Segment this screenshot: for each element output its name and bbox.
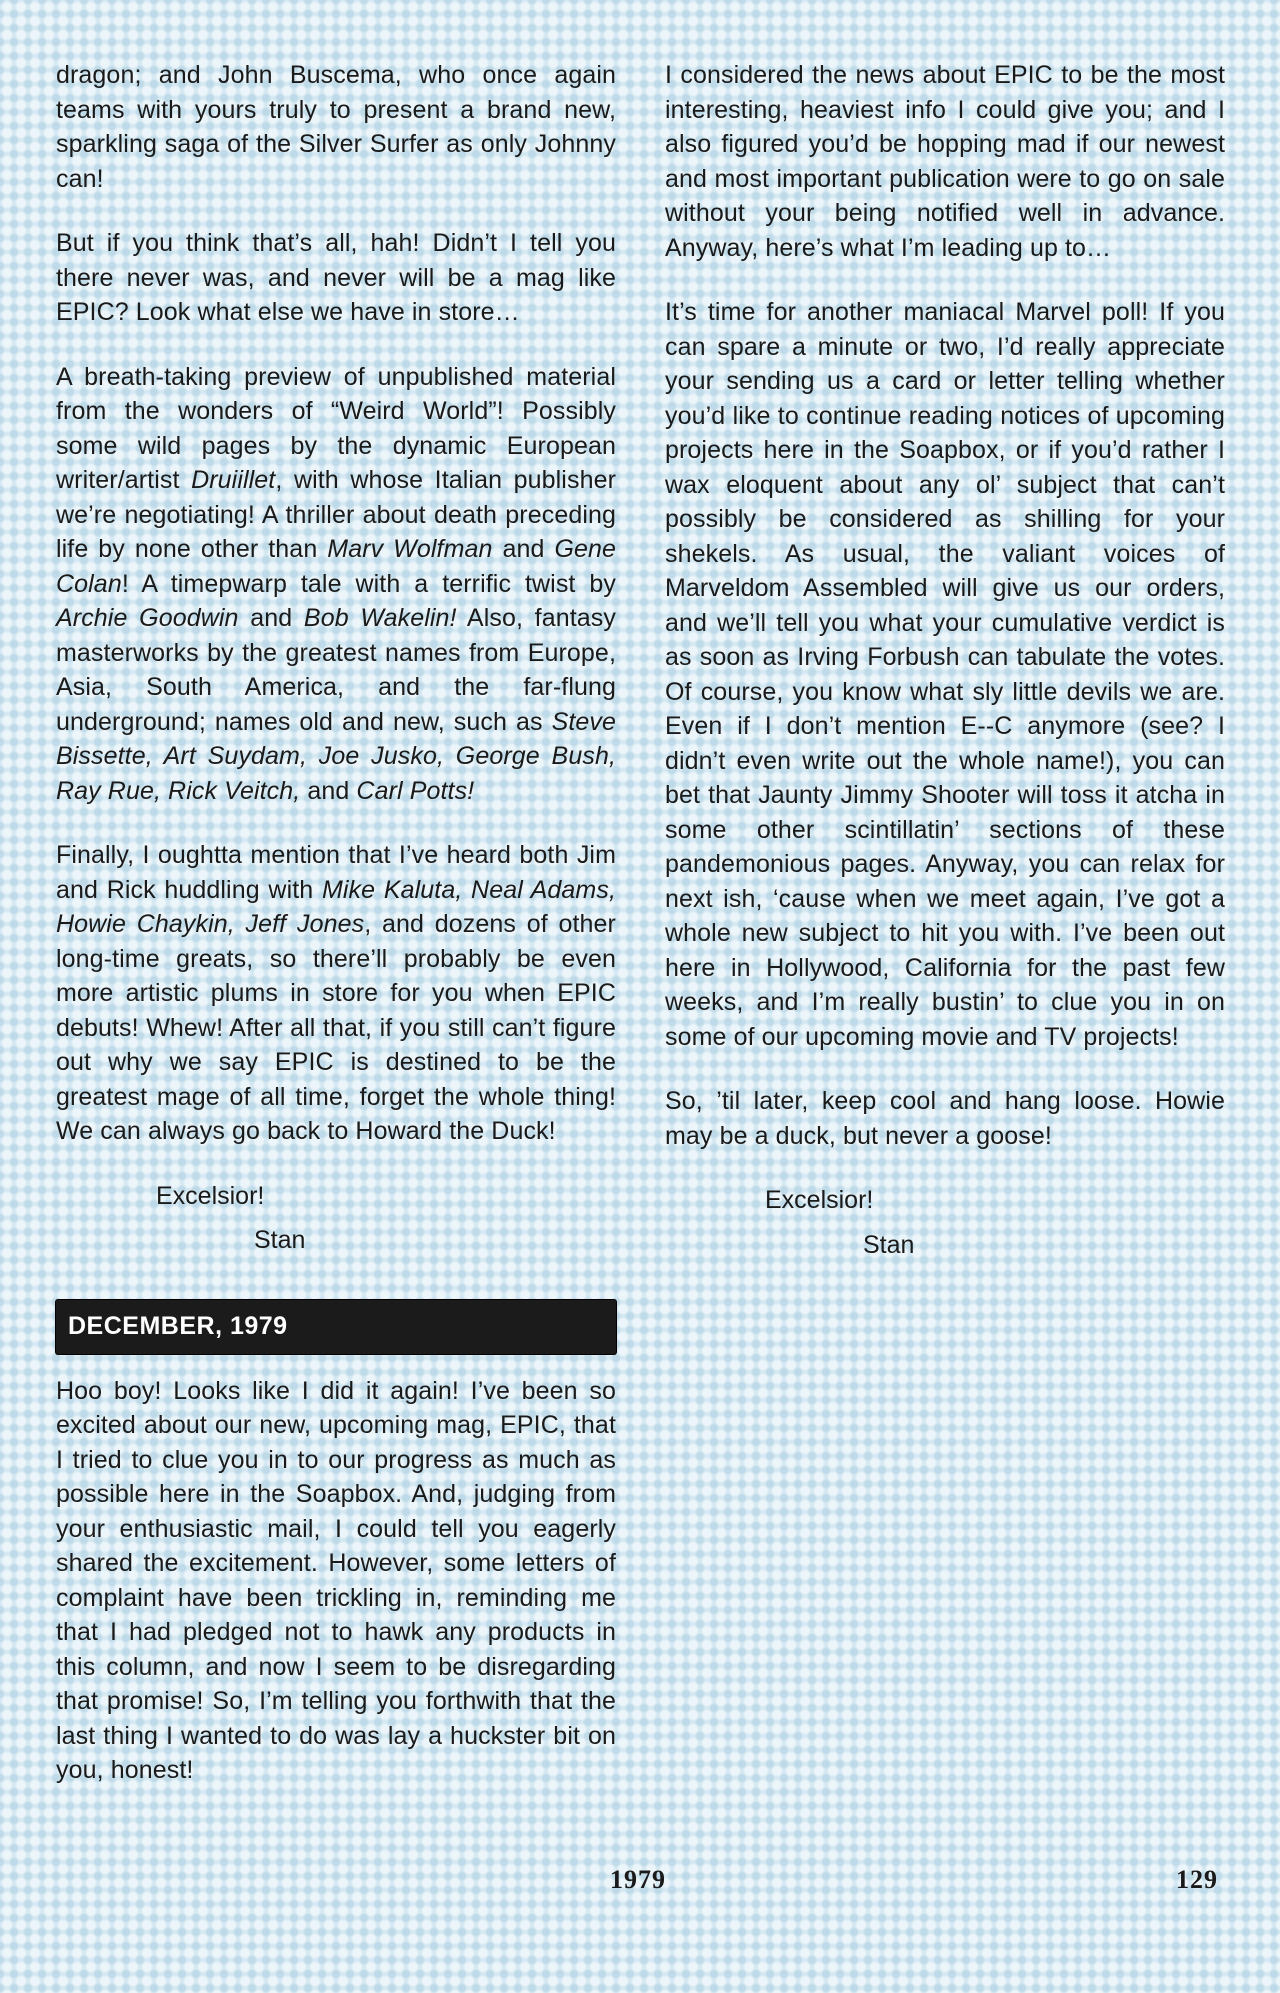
paragraph: dragon; and John Buscema, who once again teams with yours truly to present a brand new, sparkling saga of the Silver Surfer as only Johnny can! (56, 61, 616, 193)
section-header-label: DECEMBER, 1979 (68, 1312, 288, 1340)
text-run: ! A timepwarp tale with a terrific twist by (121, 569, 616, 598)
italic-name: Bob Wakelin! (303, 604, 457, 632)
left-column (56, 58, 616, 1818)
italic-name: Gene Colan (56, 535, 617, 598)
section-header (56, 1300, 616, 1354)
signoff: Excelsior! (765, 1186, 874, 1214)
italic-name: Marv Wolfman (327, 535, 493, 563)
signature: Stan (254, 1226, 306, 1254)
italic-name: Mike Kaluta, Neal Adams, Howie Chaykin, Jeff Jones (56, 875, 616, 938)
text-run: A breath-taking preview of unpublished material from the wonders of “Weird World”! Possibly some wild pages by the dynamic European writer/artist (56, 362, 616, 494)
text-run: and (300, 776, 357, 805)
signature: Stan (863, 1230, 915, 1259)
paragraph: I considered the news about EPIC to be the most interesting, heaviest info I could give you; and I also figured you’d be hopping mad if our newest and most important publication were to go on sale without your being notified well in advance. Anyway, here’s what I’m leading up to… (665, 61, 1225, 262)
text-run: , and dozens of other long-time greats, so there’ll probably be even more artistic plums in store for you when EPIC debuts! Whew! After all that, if you still can’t figure out why we say EPIC is destined to be the greatest mage of all time, forget the whole thing! We can always go back to Howard the Duck! (56, 910, 616, 1145)
text-run: and (492, 535, 555, 563)
paragraph: It’s time for another maniacal Marvel poll! If you can spare a minute or two, I’d really appreciate your sending us a card or letter telling whether you’d like to continue reading notices of upcoming projects here in the Soapbox, or if you’d rather I wax eloquent about any ol’ subject that can’t possibly be considered as shilling for your shekels. As usual, the valiant voices of Marveldom Assembled will give us our orders, and we’ll tell you what your cumulative verdict is as soon as Irving Forbush can tabulate the votes. Of course, you know what sly little devils we are. Even if I don’t mention E--C anymore (see? I didn’t even write out the whole name!), you can bet that Jaunty Jimmy Shooter will toss it atcha in some other scintillatin’ sections of these pandemonious pages. Anyway, you can relax for next ish, ‘cause when we meet again, I’ve got a whole new subject to hit you with. I’ve been out here in Hollywood, California for the past few weeks, and I’m really bustin’ to clue you in on some of our upcoming movie and TV projects! (665, 298, 1225, 1051)
italic-name: Steve Bissette, Art Suydam, Joe Jusko, George Bush, Ray Rue, Rick Veitch, (56, 707, 616, 805)
italic-name: Carl Potts! (356, 776, 475, 805)
text-run: and (238, 604, 304, 632)
paragraph: But if you think that’s all, hah! Didn’t I tell you there never was, and never will be a mag like EPIC? Look what else we have in store… (56, 229, 616, 326)
italic-name: Archie Goodwin (56, 604, 239, 632)
text-run: Finally, I oughtta mention that I’ve heard both Jim and Rick huddling with (56, 841, 616, 904)
paragraph (56, 838, 616, 1149)
paragraph: Hoo boy! Looks like I did it again! I’ve been so excited about our new, upcoming mag, EPIC, that I tried to clue you in to our progress as much as possible here in the Soapbox. And, judging from your enthusiastic mail, I could tell you eagerly shared the excitement. However, some letters of complaint have been trickling in, reminding me that I had pledged not to hawk any products in this column, and now I seem to be disregarding that promise! So, I’m telling you forthwith that the last thing I wanted to do was lay a huckster bit on you, honest! (56, 1376, 616, 1784)
right-column (665, 58, 1225, 1262)
footer-year: 1979 (610, 1865, 666, 1894)
page-number: 129 (1176, 1865, 1218, 1894)
italic-name: Druiillet (191, 466, 276, 494)
signoff: Excelsior! (156, 1181, 265, 1210)
paragraph: So, ’til later, keep cool and hang loose. Howie may be a duck, but never a goose! (665, 1087, 1225, 1150)
text-run: Also, fantasy masterworks by the greatest names from Europe, Asia, South America, and the far-flung underground; names old and new, such as (56, 604, 616, 736)
text-run: , with whose Italian publisher we’re negotiating! A thriller about death preceding life by none other than (56, 466, 616, 563)
paragraph (56, 360, 616, 809)
